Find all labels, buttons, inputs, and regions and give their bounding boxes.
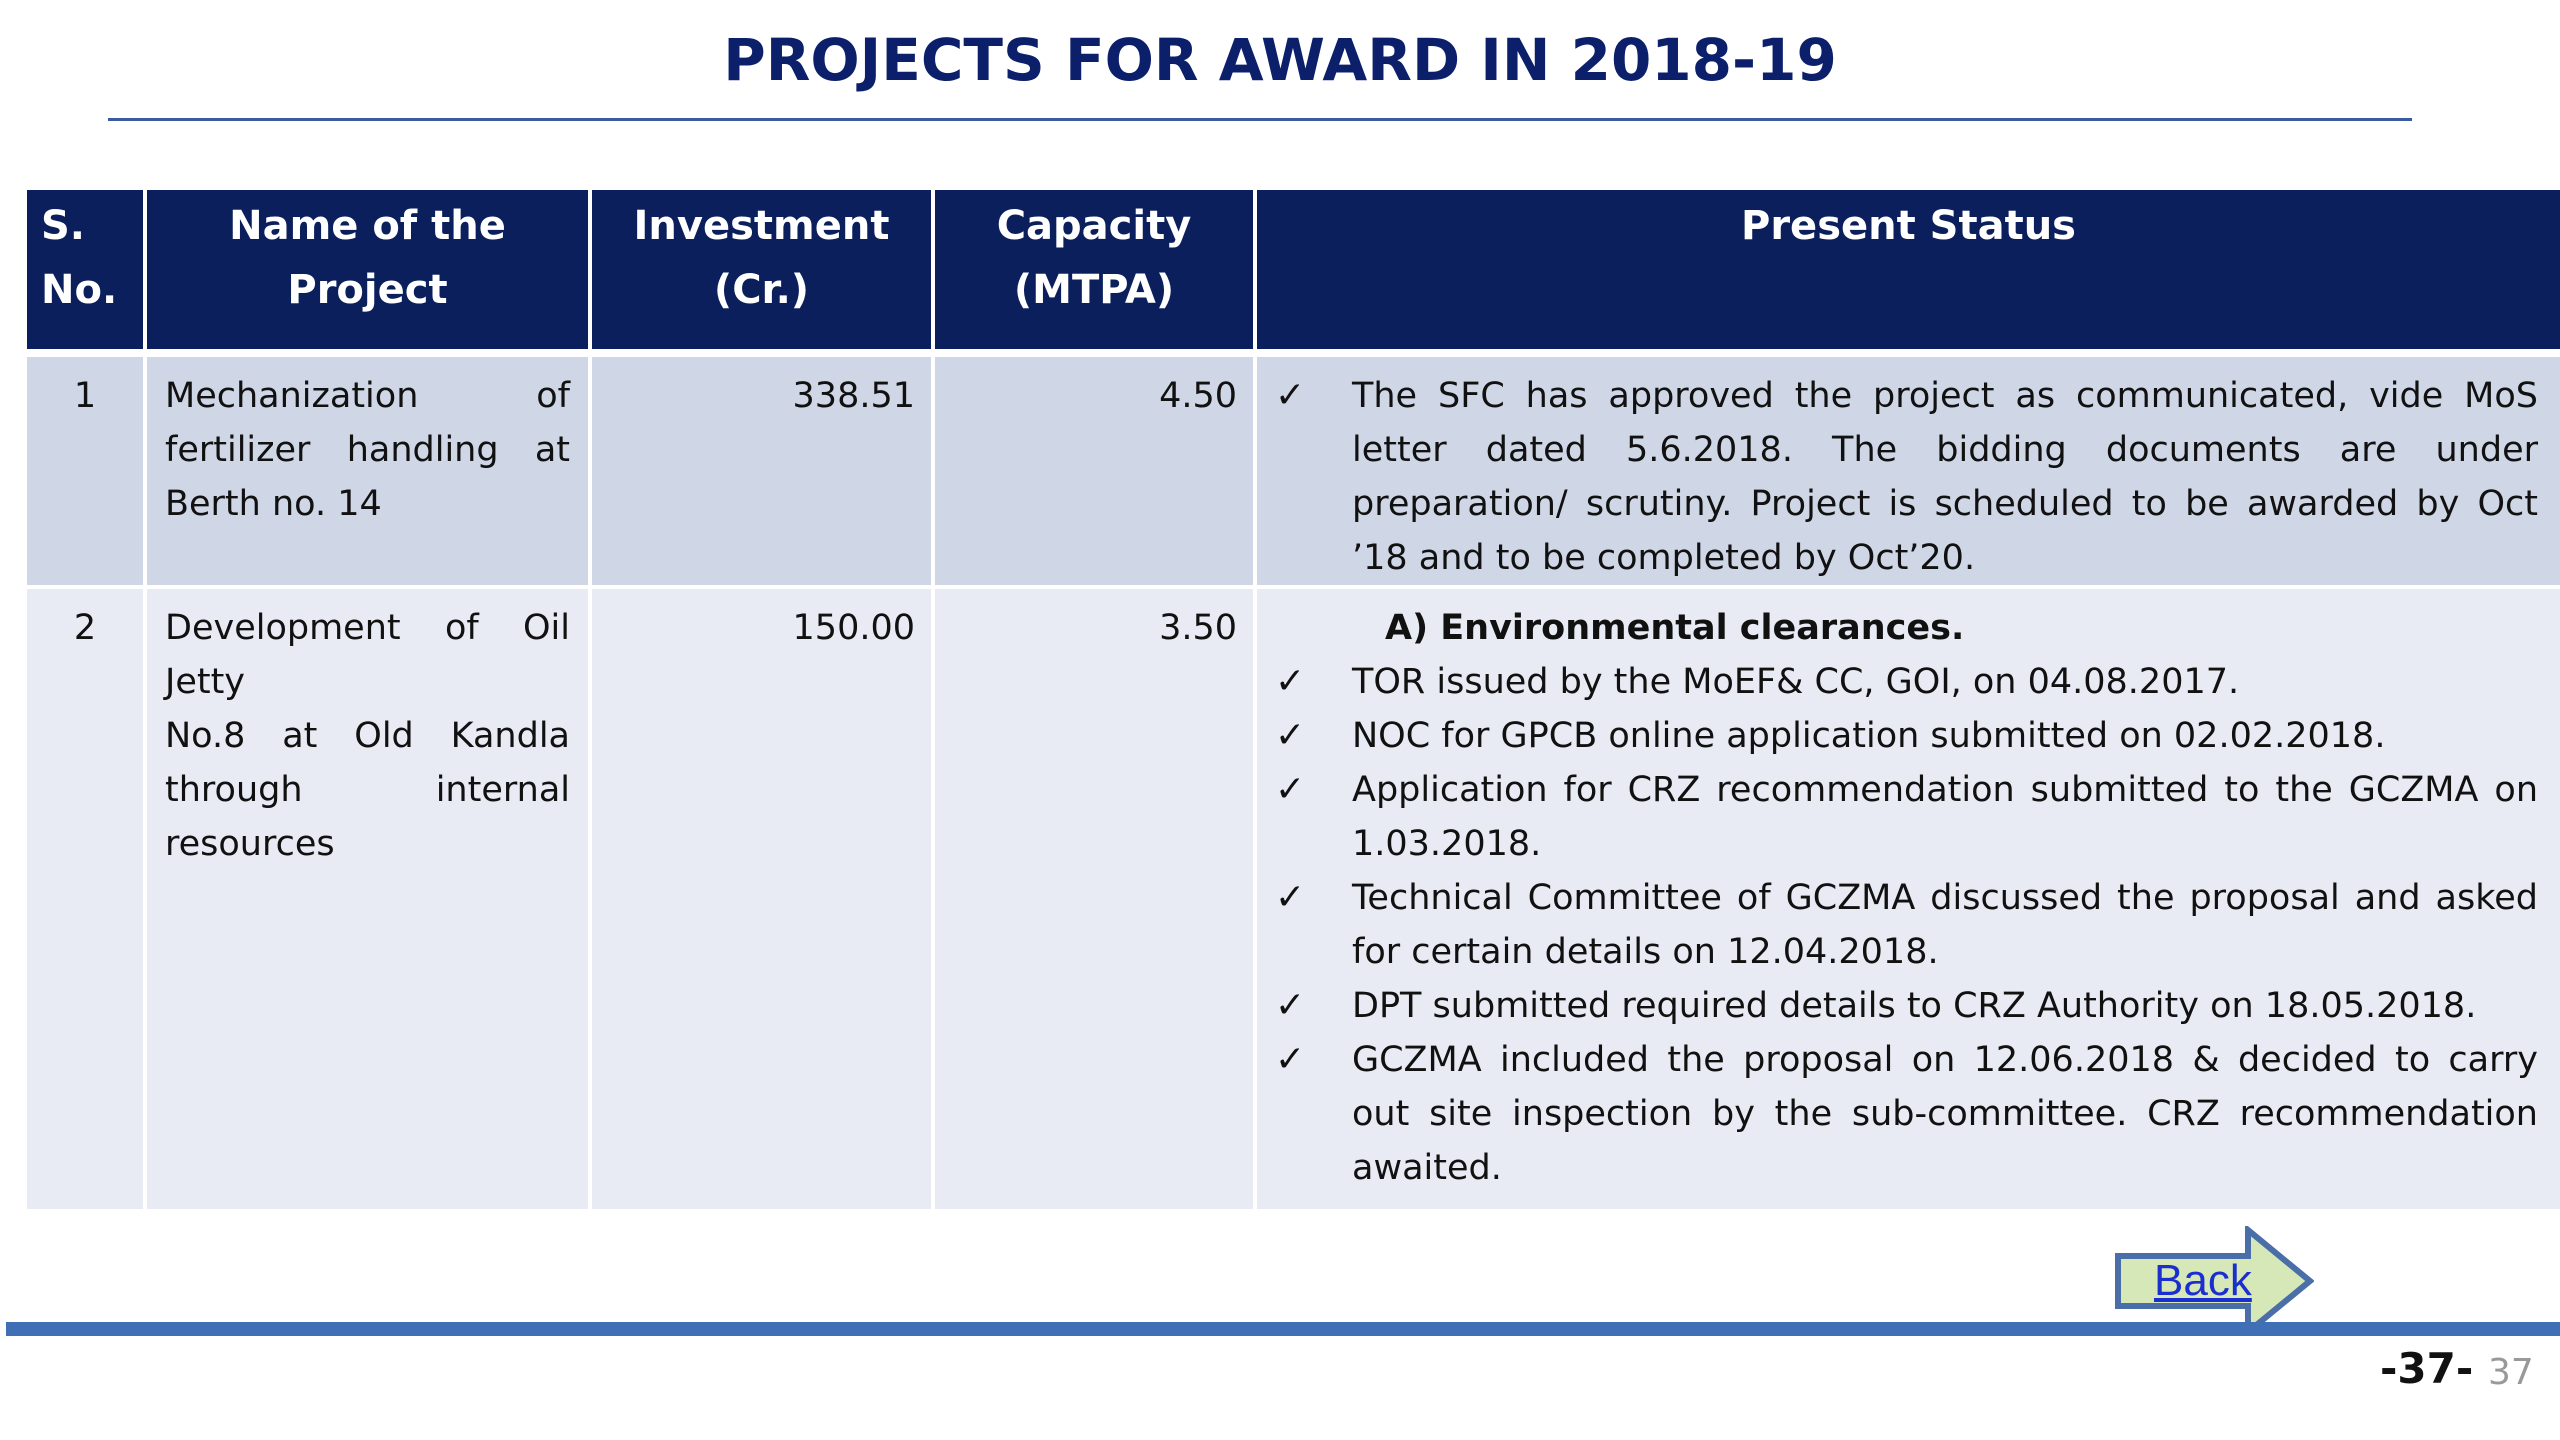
status-item [1257,1033,2542,1195]
status-text: The SFC has approved the project as communicated, vide MoS letter dated 5.6.2018. The bidding documents are under preparation/ scrutiny. Project is scheduled to be awarded by Oct ’18 and to be completed by Oct’20. [1352,376,2538,578]
status-text: Application for CRZ recommendation submitted to the GCZMA on 1.03.2018. [1352,770,2538,864]
title-divider [108,118,2412,121]
project-name-line: fertilizer handling at [165,430,570,470]
status-text: DPT submitted required details to CRZ Authority on 18.05.2018. [1352,986,2477,1026]
status-item [1257,979,2542,1033]
column-header-investment-line2: (Cr.) [713,267,810,313]
column-header-investment-line1: Investment [633,203,890,249]
project-name-line: No.8 at Old Kandla [165,716,570,756]
checkmark-icon: ✓ [1275,877,1306,918]
checkmark-icon: ✓ [1275,375,1306,416]
back-button[interactable] [2114,1226,2314,1336]
back-link-label[interactable]: Back [2154,1256,2252,1305]
column-header-investment [592,190,935,357]
cell-status [1257,589,2560,1213]
cell-status [1257,357,2560,589]
footer-bar [6,1322,2560,1336]
status-item [1257,369,2542,585]
column-header-status-label: Present Status [1741,203,2076,249]
project-name-line: Berth no. 14 [165,484,382,524]
cell-investment: 150.00 [592,589,935,1213]
column-header-sno-line1: S. [41,203,86,249]
page-number: -37- [2380,1344,2474,1393]
checkmark-icon: ✓ [1275,769,1306,810]
column-header-capacity [935,190,1257,357]
project-name-line: through internal [165,770,570,810]
project-name-line: Mechanization of [165,376,570,416]
projects-table [27,190,2560,1213]
table-header-row [27,190,2560,357]
cell-project-name [147,589,592,1213]
cell-capacity: 3.50 [935,589,1257,1213]
status-item [1257,709,2542,763]
project-name-line: resources [165,824,335,864]
cell-sno: 2 [27,589,147,1213]
table-row [27,357,2560,589]
table-row [27,589,2560,1213]
status-text: GCZMA included the proposal on 12.06.2018 & decided to carry out site inspection by the sub-committee. CRZ recommendation awaited. [1352,1040,2538,1188]
project-name-line: Development of Oil Jetty [165,608,570,702]
cell-investment: 338.51 [592,357,935,589]
column-header-sno [27,190,147,357]
cell-capacity: 4.50 [935,357,1257,589]
status-item [1257,655,2542,709]
cell-project-name [147,357,592,589]
column-header-name-label: Name of the Project [229,203,506,313]
column-header-name [147,190,592,357]
column-header-sno-line2: No. [41,267,118,313]
checkmark-icon: ✓ [1275,985,1306,1026]
cell-sno: 1 [27,357,147,589]
status-heading: A) Environmental clearances. [1385,608,1965,648]
slide-number: 37 [2488,1352,2534,1393]
page-title: PROJECTS FOR AWARD IN 2018-19 [723,26,1837,94]
status-item [1257,871,2542,979]
status-text: TOR issued by the MoEF& CC, GOI, on 04.08.2017. [1352,662,2240,702]
checkmark-icon: ✓ [1275,1039,1306,1080]
column-header-capacity-line1: Capacity [996,203,1192,249]
column-header-capacity-line2: (MTPA) [1013,267,1175,313]
status-text: NOC for GPCB online application submitted on 02.02.2018. [1352,716,2386,756]
checkmark-icon: ✓ [1275,715,1306,756]
status-text: Technical Committee of GCZMA discussed the proposal and asked for certain details on 12.04.2018. [1352,878,2538,972]
status-item [1257,763,2542,871]
checkmark-icon: ✓ [1275,661,1306,702]
column-header-status [1257,190,2560,357]
